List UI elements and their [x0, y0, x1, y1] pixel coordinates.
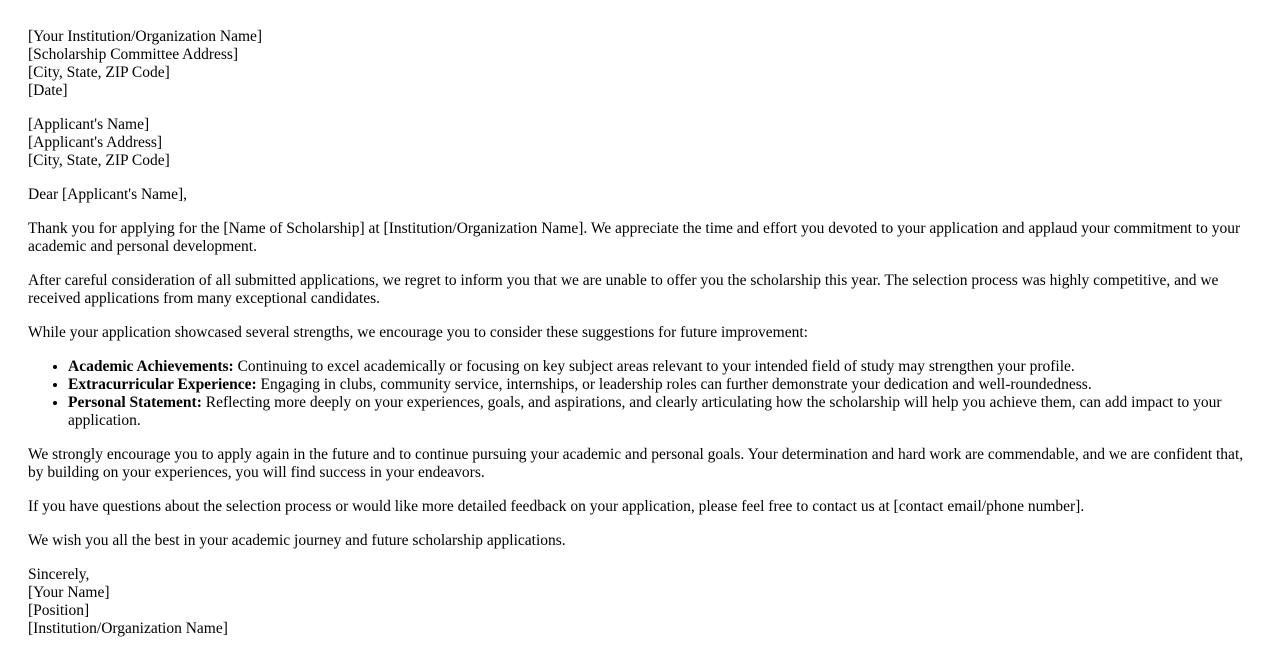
paragraph-contact: If you have questions about the selection process or would like more detailed feedback on your application, please feel free to contact us at [contact email/phone number]. — [28, 498, 1085, 515]
signer-name: [Your Name] — [28, 584, 110, 601]
suggestion-text: Continuing to excel academically or focusing on key subject areas relevant to your intended field of study may strengthen your profile. — [233, 358, 1075, 375]
salutation: Dear [Applicant's Name], — [28, 186, 188, 203]
sender-address-block — [28, 28, 1253, 100]
list-item — [68, 376, 1253, 394]
suggestion-title: Academic Achievements: — [68, 358, 234, 375]
sender-committee-address: [Scholarship Committee Address] — [28, 46, 239, 63]
closing-sincerely: Sincerely, — [28, 566, 90, 583]
paragraph-thank-you: Thank you for applying for the [Name of Scholarship] at [Institution/Organization Name]. We appreciate the time and effort you devoted to your application and applaud your commitment to your academic and personal development. — [28, 220, 1241, 255]
recipient-city-state-zip: [City, State, ZIP Code] — [28, 152, 170, 169]
sender-city-state-zip: [City, State, ZIP Code] — [28, 64, 170, 81]
paragraph-suggestions-intro: While your application showcased several strengths, we encourage you to consider these suggestions for future improvement: — [28, 324, 808, 341]
list-item — [68, 358, 1253, 376]
suggestion-text: Reflecting more deeply on your experiences, goals, and aspirations, and clearly articulating how the scholarship will help you achieve them, can add impact to your application. — [68, 394, 1222, 429]
suggestion-title: Extracurricular Experience: — [68, 376, 257, 393]
paragraph-encouragement: We strongly encourage you to apply again in the future and to continue pursuing your academic and personal goals. Your determination and hard work are commendable, and we are confident that, by building on your experiences, you will find success in your endeavors. — [28, 446, 1244, 481]
sender-institution-name: [Your Institution/Organization Name] — [28, 28, 263, 45]
paragraph-well-wishes: We wish you all the best in your academic journey and future scholarship applications. — [28, 532, 566, 549]
signer-position: [Position] — [28, 602, 90, 619]
suggestion-text: Engaging in clubs, community service, internships, or leadership roles can further demonstrate your dedication and well-roundedness. — [256, 376, 1092, 393]
signer-institution: [Institution/Organization Name] — [28, 620, 228, 637]
closing-block — [28, 566, 1253, 638]
recipient-address-block — [28, 116, 1253, 170]
suggestions-list — [28, 358, 1253, 430]
paragraph-decision: After careful consideration of all submitted applications, we regret to inform you that we are unable to offer you the scholarship this year. The selection process was highly competitive, and we received applications from many exceptional candidates. — [28, 272, 1219, 307]
letter-date: [Date] — [28, 82, 68, 99]
suggestion-title: Personal Statement: — [68, 394, 202, 411]
recipient-name: [Applicant's Name] — [28, 116, 150, 133]
list-item — [68, 394, 1253, 430]
letter — [28, 28, 1253, 638]
recipient-address: [Applicant's Address] — [28, 134, 163, 151]
